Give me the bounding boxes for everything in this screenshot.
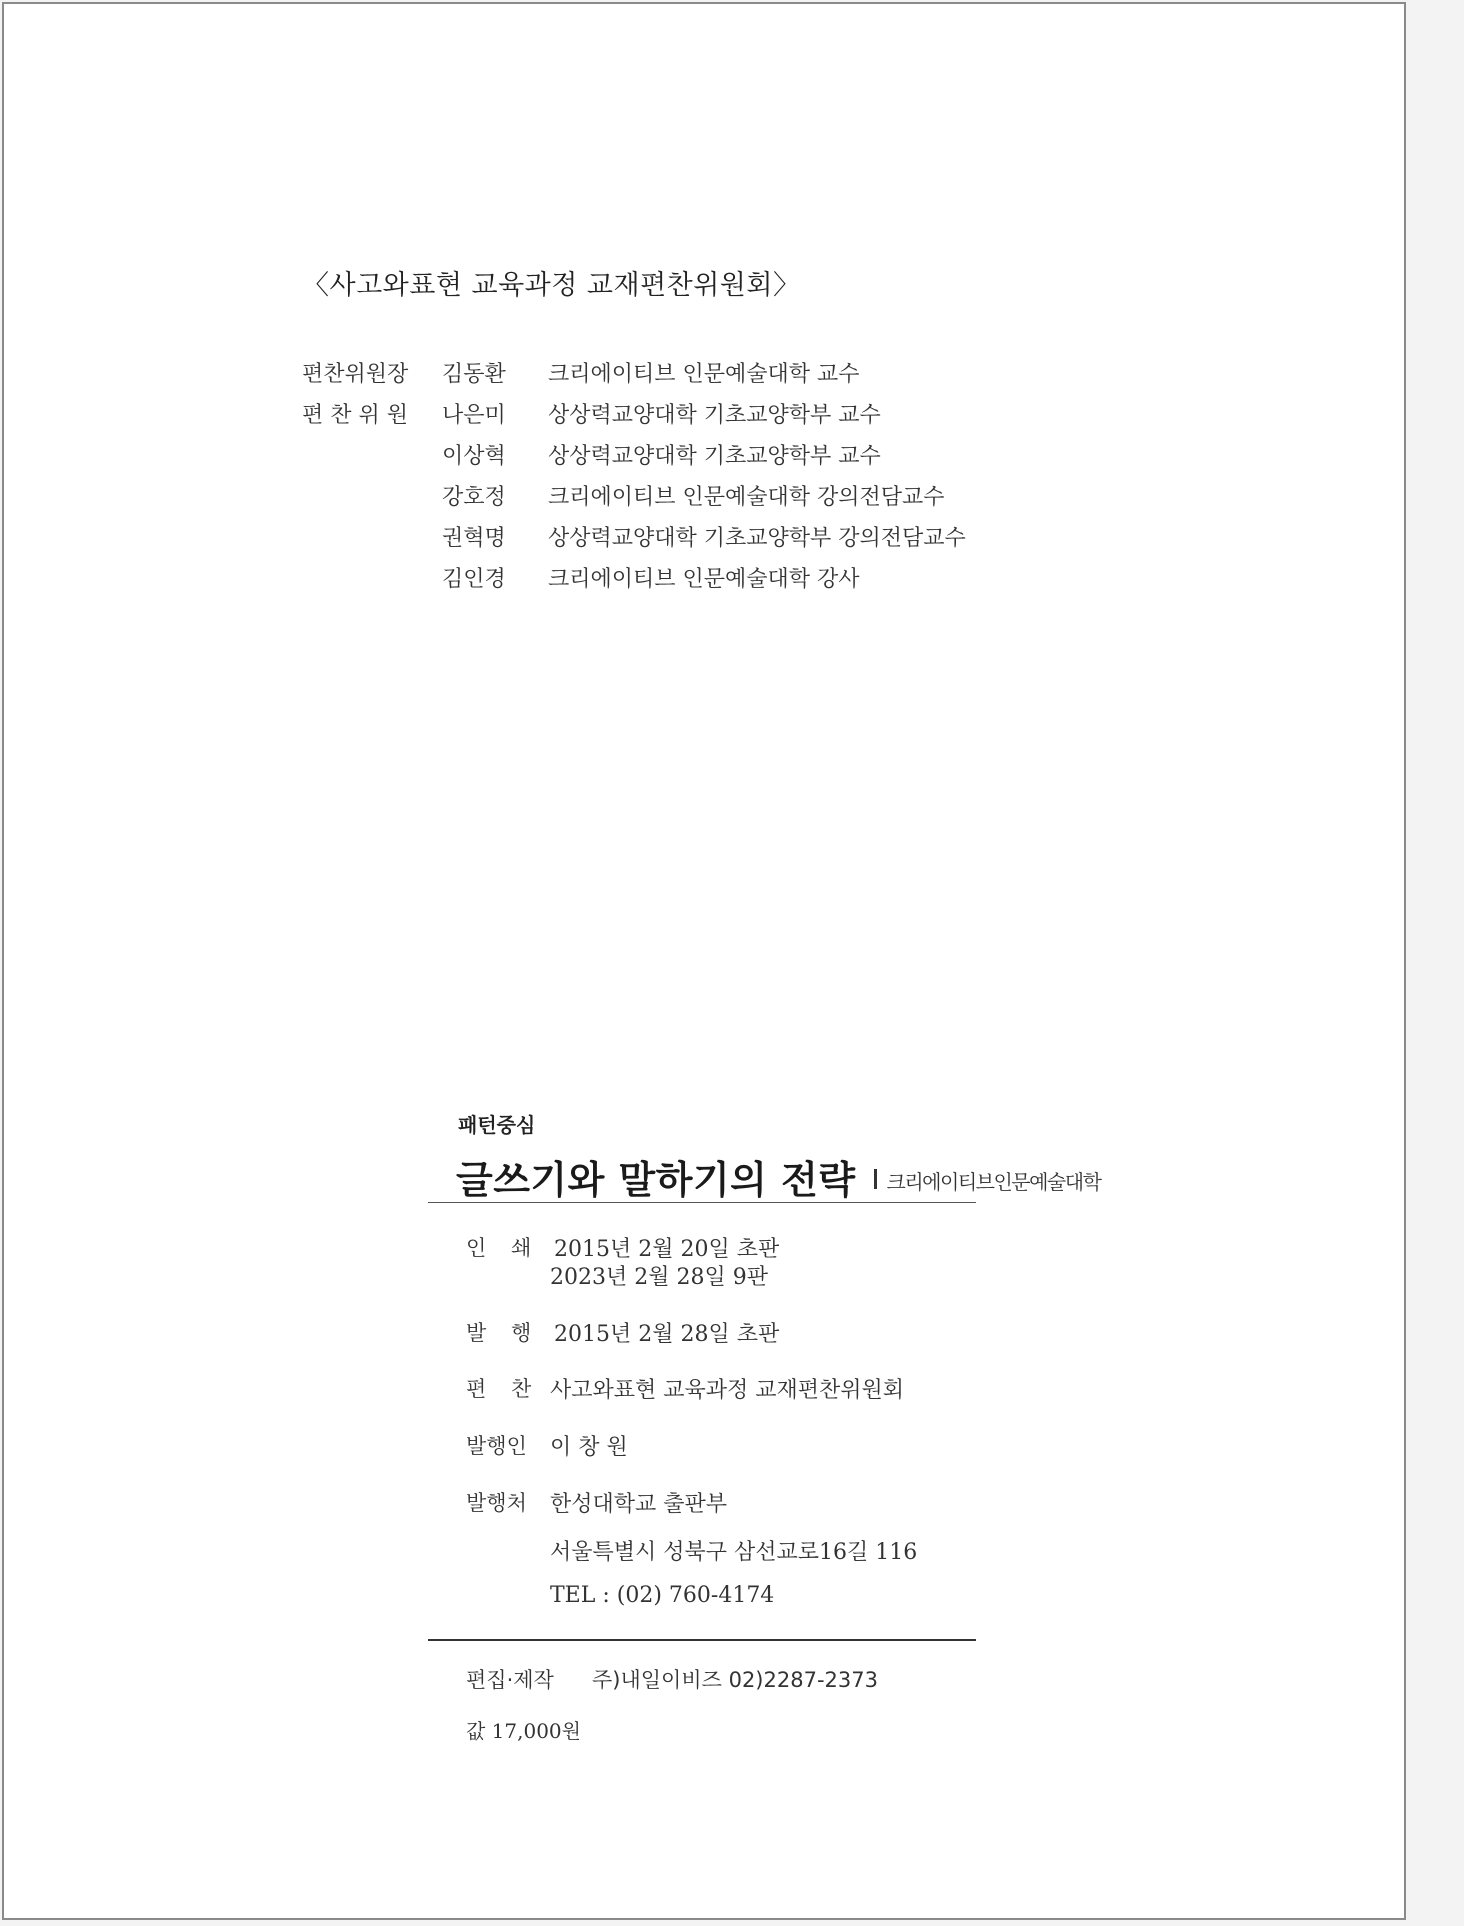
book-title: 글쓰기와 말하기의 전략 xyxy=(456,1158,856,1202)
price: 값 17,000원 xyxy=(466,1719,581,1743)
member-affiliation: 크리에이티브 인문예술대학 강사 xyxy=(548,567,860,592)
member-affiliation: 크리에이티브 인문예술대학 강의전담교수 xyxy=(548,485,945,510)
series-label: 패턴중심 xyxy=(458,1113,536,1137)
member-name: 이상혁 xyxy=(442,444,506,469)
editor-value: 사고와표현 교육과정 교재편찬위원회 xyxy=(550,1378,905,1403)
publisher-person-label: 발행인 xyxy=(466,1434,527,1458)
title-separator xyxy=(874,1169,877,1189)
book-author: 크리에이티브인문예술대학 xyxy=(886,1170,1101,1194)
member-affiliation: 상상력교양대학 기초교양학부 교수 xyxy=(548,444,881,469)
production-label: 편집·제작 xyxy=(466,1668,554,1692)
member-affiliation: 크리에이티브 인문예술대학 교수 xyxy=(548,362,860,387)
publish-date: 2015년 2월 28일 초판 xyxy=(554,1322,780,1347)
member-name: 강호정 xyxy=(442,485,506,510)
production-value: 주)내일이비즈 02)2287-2373 xyxy=(592,1668,878,1692)
member-affiliation: 상상력교양대학 기초교양학부 강의전담교수 xyxy=(548,526,966,551)
print-label: 인 쇄 xyxy=(466,1236,541,1260)
committee-title: 〈사고와표현 교육과정 교재편찬위원회〉 xyxy=(302,270,801,301)
publisher-address: 서울특별시 성북구 삼선교로16길 116 xyxy=(550,1540,918,1565)
member-name: 나은미 xyxy=(442,403,506,428)
publisher-name: 한성대학교 출판부 xyxy=(550,1492,728,1517)
publish-label: 발 행 xyxy=(466,1321,541,1345)
member-name: 권혁명 xyxy=(442,526,506,551)
member-role: 편찬위원장 xyxy=(302,362,409,387)
member-name: 김동환 xyxy=(442,362,506,387)
member-affiliation: 상상력교양대학 기초교양학부 교수 xyxy=(548,403,881,428)
colophon-bottom-rule xyxy=(428,1639,976,1641)
document-page xyxy=(2,2,1406,1920)
member-name: 김인경 xyxy=(442,567,506,592)
publisher-person: 이 창 원 xyxy=(550,1435,628,1460)
member-role: 편 찬 위 원 xyxy=(302,403,408,428)
publisher-tel: TEL : (02) 760-4174 xyxy=(550,1583,775,1608)
editor-label: 편 찬 xyxy=(466,1377,541,1401)
colophon-top-rule xyxy=(428,1202,976,1203)
book-title-row xyxy=(456,1149,1100,1204)
print-latest-date: 2023년 2월 28일 9판 xyxy=(550,1265,768,1290)
print-first-date: 2015년 2월 20일 초판 xyxy=(554,1237,780,1262)
publisher-label: 발행처 xyxy=(466,1491,527,1515)
